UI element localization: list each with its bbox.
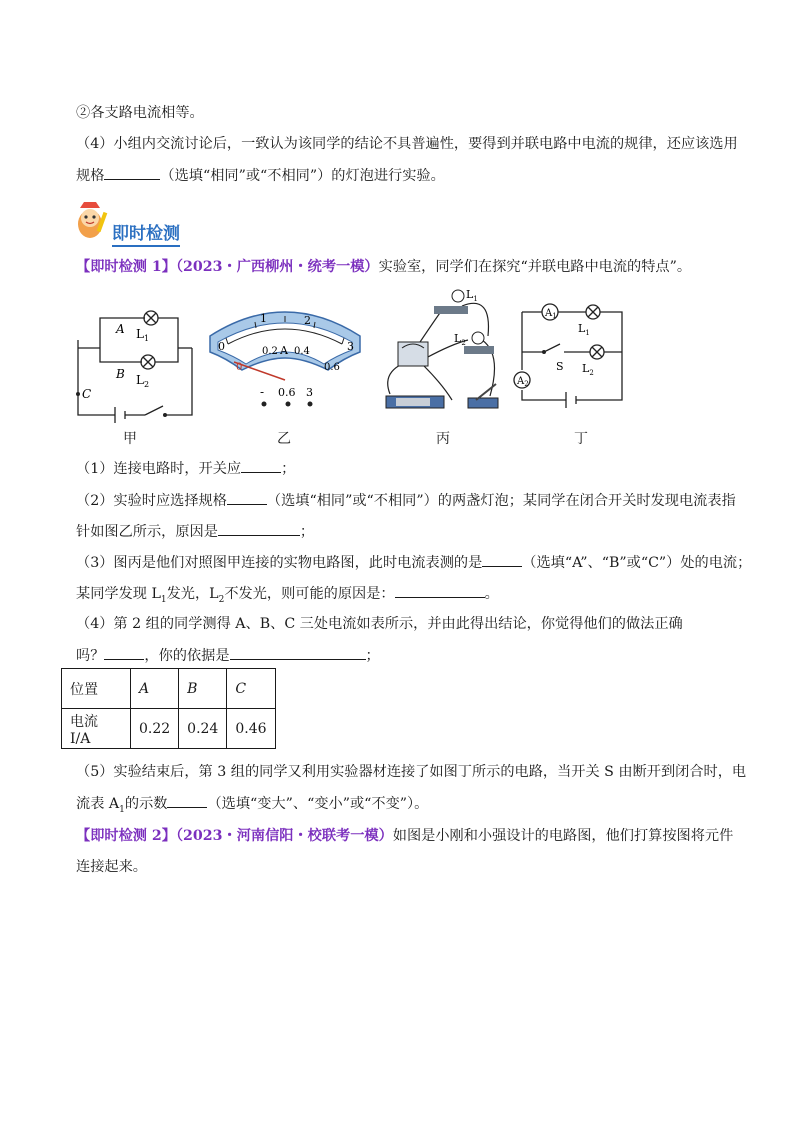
- q1-part2: （2）实验时应选择规格 （选填“相同”或“不相同”）的两盏灯泡；某同学在闭合开关时发现电流表指: [76, 490, 736, 511]
- svg-text:S: S: [556, 360, 564, 373]
- caption-yi: 乙: [277, 431, 291, 447]
- svg-text:3: 3: [306, 386, 313, 399]
- current-table: [61, 668, 276, 749]
- caption-bing: 丙: [436, 431, 450, 447]
- q1-part4-cont: 吗？ ，你的依据是 ；: [76, 645, 380, 666]
- label-C: C: [82, 387, 92, 401]
- q1-header: 【即时检测 1】（2023・广西柳州・统考一模）实验室，同学们在探究“并联电路中电流的特点”。: [76, 259, 692, 275]
- mascot-icon: [70, 198, 110, 242]
- q1-part4: （4）第 2 组的同学测得 A、B、C 三处电流如表所示，并由此得出结论，你觉得他们的做法正确: [76, 616, 683, 632]
- blank[interactable]: [218, 521, 300, 536]
- blank[interactable]: [227, 490, 267, 505]
- q2-header: 【即时检测 2】（2023・河南信阳・校联考一模）如图是小刚和小强设计的电路图，他们打算按图将元件: [76, 828, 734, 844]
- q1-part3-cont: 某同学发现 $L_1$发光，$L_2$不发光，则可能的原因是： 。: [76, 583, 499, 610]
- svg-text:A1: $A_1$: [545, 308, 557, 320]
- svg-text:0: 0: [218, 340, 225, 353]
- svg-text:0.6: 0.6: [324, 362, 340, 373]
- table-row: 位置 A B C: [62, 669, 276, 709]
- label-L1: $L_1$: [136, 327, 150, 343]
- svg-text:A: A: [280, 344, 288, 357]
- caption-jia: 甲: [123, 431, 137, 447]
- svg-text:2: 2: [304, 314, 311, 327]
- section-title: 即时检测: [112, 223, 180, 247]
- q1-part5-cont: 流表 $A_1$的示数 （选填“变大”、“变小”或“不变”）。: [76, 793, 428, 820]
- svg-text:L1: $L_1$: [466, 288, 478, 303]
- svg-text:0.6: 0.6: [278, 386, 296, 399]
- svg-text:0.2: 0.2: [262, 346, 278, 357]
- svg-text:3: 3: [347, 340, 354, 353]
- label-A: A: [116, 322, 125, 336]
- question-4-cont: 规格 （选填“相同”或“不相同”）的灯泡进行实验。: [76, 165, 445, 186]
- svg-text:0.4: 0.4: [294, 346, 310, 357]
- svg-text:L1: $L_1$: [578, 322, 590, 337]
- q2-cont: 连接起来。: [76, 859, 147, 875]
- svg-text:0: 0: [236, 362, 243, 373]
- figure-yi-ammeter: [204, 300, 366, 410]
- svg-text:L2: $L_2$: [454, 332, 466, 347]
- figure-ding: [510, 300, 630, 415]
- caption-ding: 丁: [574, 431, 588, 447]
- svg-text:A2: $A_2$: [517, 376, 529, 388]
- question-4: （4）小组内交流讨论后，一致认为该同学的结论不具普遍性，要得到并联电路中电流的规律，还应该选用: [76, 136, 738, 152]
- statement-2: ②各支路电流相等。: [76, 105, 204, 121]
- q1-part2-cont: 针如图乙所示，原因是 ；: [76, 521, 314, 542]
- blank[interactable]: [104, 645, 144, 660]
- blank[interactable]: [241, 458, 281, 473]
- label-L2: $L_2$: [136, 373, 150, 389]
- blank[interactable]: [230, 645, 366, 660]
- figure-bing-circuit: [372, 284, 512, 416]
- blank[interactable]: [395, 583, 485, 598]
- blank[interactable]: [482, 552, 522, 567]
- blank[interactable]: [167, 793, 207, 808]
- label-B: B: [116, 367, 125, 381]
- q1-part5: （5）实验结束后，第 3 组的同学又利用实验器材连接了如图丁所示的电路，当开关 S 由断开到闭合时，电: [76, 764, 747, 780]
- table-row: 电流 I/A 0.22 0.24 0.46: [62, 709, 276, 749]
- svg-text:-: -: [260, 385, 265, 399]
- q1-part3: （3）图丙是他们对照图甲连接的实物电路图，此时电流表测的是 （选填“A”、“B”或“C”）处的电流；: [76, 552, 751, 573]
- svg-text:L2: $L_2$: [582, 362, 594, 377]
- q1-part1: （1）连接电路时，开关应 ；: [76, 458, 295, 479]
- svg-text:1: 1: [260, 312, 267, 325]
- blank[interactable]: [104, 165, 160, 180]
- figure-jia: [70, 300, 200, 425]
